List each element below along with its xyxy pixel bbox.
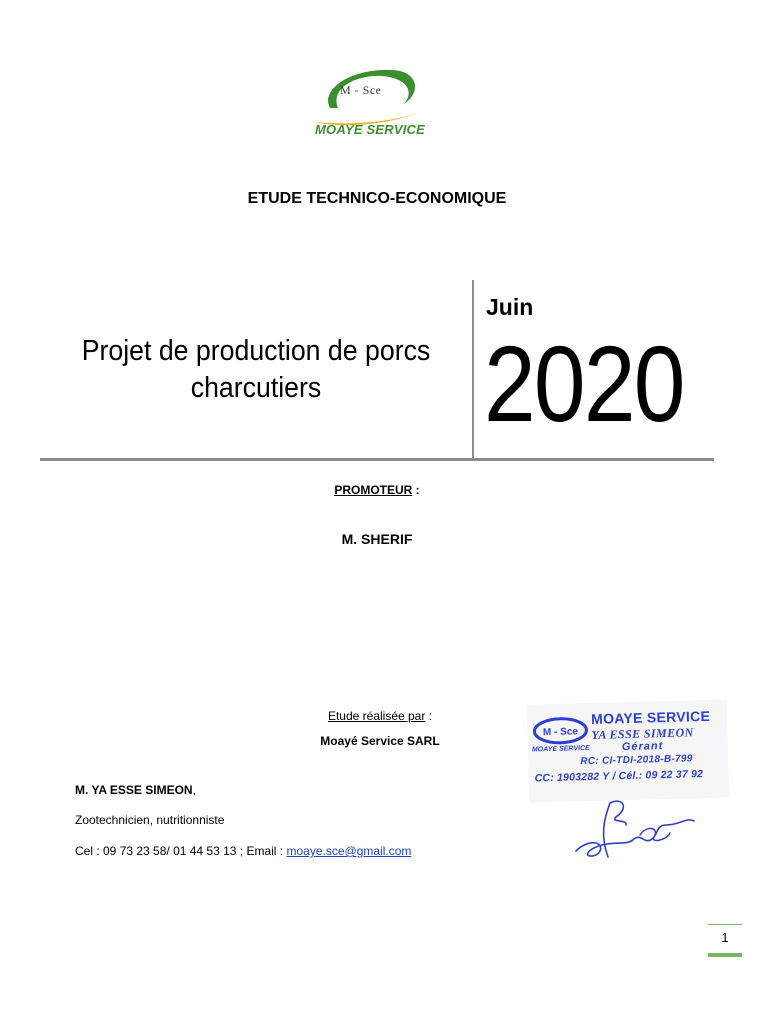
date-year: 2020 [484,323,684,444]
contact-phone-email [75,844,411,858]
promoteur-label [0,483,754,497]
realisation-company: Moayé Service SARL [320,734,440,748]
stamp-logo-icon [531,715,590,747]
contact-name [75,783,196,797]
realisation-label [300,709,460,723]
promoteur-name: M. SHERIF [341,531,413,547]
stamp-cc: CC: 1903282 Y / Cél.: 09 22 37 92 [534,768,704,785]
company-logo [300,60,440,150]
realisation-label-text: Etude réalisée par [327,709,426,723]
stamp-logo-text: M - Sce [542,726,579,739]
logo-caption: MOAYE SERVICE [315,122,425,137]
company-stamp [527,699,729,802]
stamp-rc: RC: CI-TDI-2018-B-799 [580,753,693,768]
contact-phone: Cel : 09 73 23 58/ 01 44 53 13 ; Email : [75,844,287,858]
stamp-name: YA ESSE SIMEON [591,725,694,742]
stamp-title: MOAYE SERVICE [590,707,711,727]
realisation-label-colon: : [425,709,433,723]
project-title-line-2: charcutiers [190,372,322,404]
promoteur-label-colon: : [412,483,420,497]
stamp-brand: MOAYE SERVICE [531,745,590,754]
promoteur-label-text: PROMOTEUR [334,483,413,497]
signature-icon [570,795,700,867]
email-link[interactable]: moaye.sce@gmail.com [286,844,412,858]
contact-role: Zootechnicien, nutritionniste [75,813,225,827]
handwritten-signature [570,795,700,872]
logo-inner-text: M - Sce [340,83,382,97]
vertical-divider [472,280,474,458]
stamp-role: Gérant [621,740,664,754]
document-type-heading: ETUDE TECHNICO-ECONOMIQUE [247,190,507,207]
contact-name-comma: , [192,783,196,797]
project-title [57,333,454,407]
horizontal-divider [40,458,714,461]
page-number: 1 [708,924,742,957]
project-title-line-1: Projet de production de porcs [81,335,431,367]
contact-name-text: M. YA ESSE SIMEON [75,783,193,797]
date-month: Juin [486,294,534,320]
